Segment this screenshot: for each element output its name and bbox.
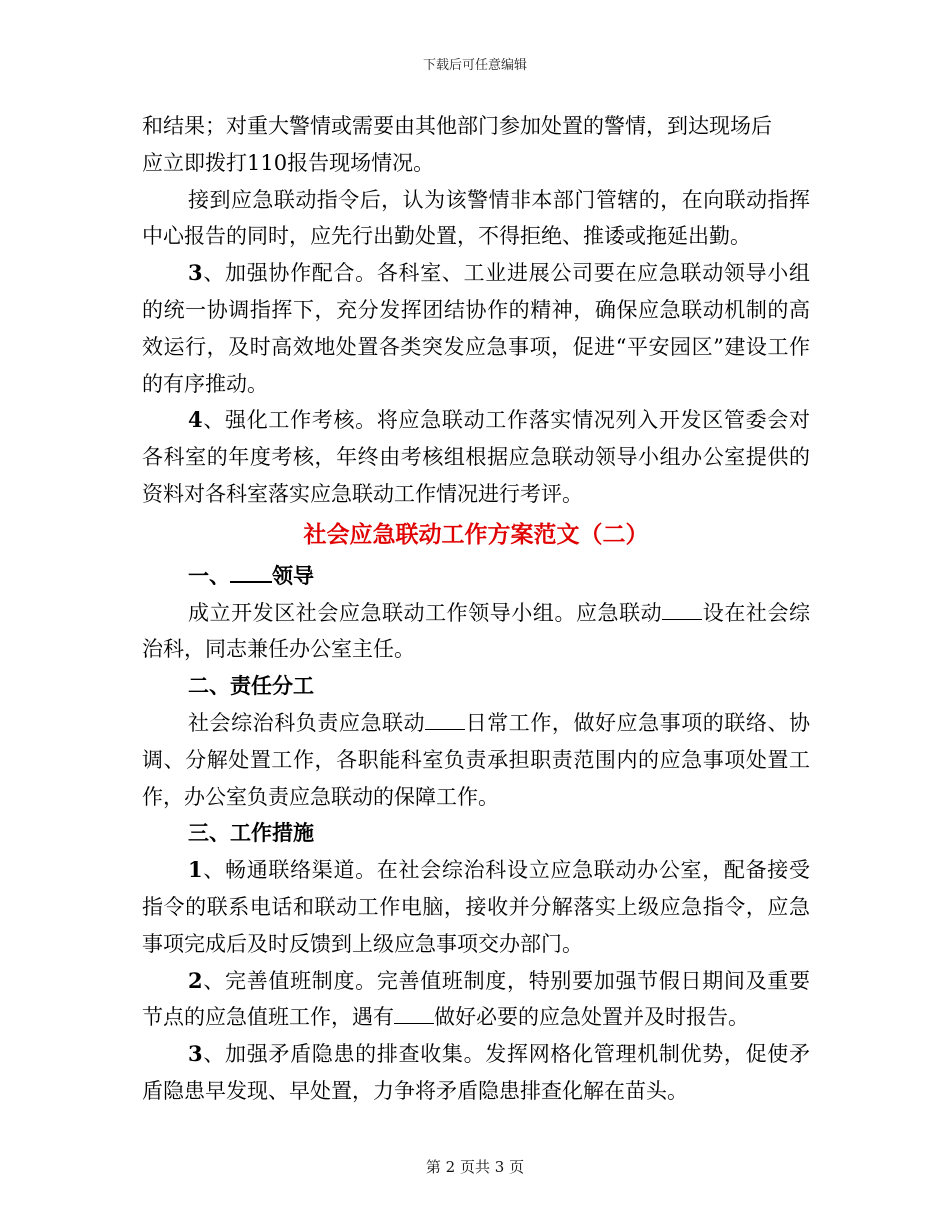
blank-line [662,601,702,620]
item-text: 、加强协作配合。各科室、工业进展公司要在应急联动领导小组的统一协调指挥下，充分发挥团结协作的精神，确保应急联动机制的高效运行，及时高效地处置各类突发应急事项，促进“平安园区”建设工作的有序推动。 [142,261,810,396]
paragraph-continuation-line2: 应立即拨打110报告现场情况。 [142,150,435,175]
paragraph-measure-1 [142,852,810,962]
paragraph-dispatch: 接到应急联动指令后，认为该警情非本部门管辖的，在向联动指挥中心报告的同时，应先行出勤处置，不得拒绝、推诿或拖延出勤。 [142,187,810,249]
paragraph-measure-3 [142,1036,810,1110]
item-number: 3 [188,1041,203,1067]
blank-line [230,563,272,583]
item-text: 、强化工作考核。将应急联动工作落实情况列入开发区管委会对各科室的年度考核，年终由考核组根据应急联动领导小组办公室提供的资料对各科室落实应急联动工作情况进行考评。 [142,408,810,506]
heading-text: 领导 [272,562,314,588]
section-title: 社会应急联动工作方案范文（二） [303,520,649,548]
body-text: 日常工作，做好应急事项的联络、协调、分解处置工作，各职能科室负责承担职责范围内的应急事项处置工作，办公室负责应急联动的保障工作。 [142,710,811,809]
item-text: 、加强矛盾隐患的排查收集。发挥网格化管理机制优势，促使矛盾隐患早发现、早处置，力争将矛盾隐患排查化解在苗头。 [142,1042,810,1103]
item-number: 1 [188,857,203,883]
paragraph-cooperation [142,255,810,402]
item-number: 4 [188,407,203,433]
document-body [142,108,810,1110]
paragraph-measure-2 [142,963,810,1037]
body-text: 设在社会综治科，同志兼任办公室主任。 [142,600,811,662]
item-text: 做好必要的应急处置并及时报告。 [434,1005,749,1030]
item-number: 2 [188,967,203,993]
body-text: 成立开发区社会应急联动工作领导小组。应急联动 [188,600,663,625]
item-text: 、畅通联络渠道。在社会综治科设立应急联动办公室，配备接受指令的联系电话和联动工作电脑，接收并分解落实上级应急指令，应急事项完成后及时反馈到上级应急事项交办部门。 [142,858,810,956]
item-number: 3 [188,260,203,286]
blank-line [394,1005,434,1024]
heading-responsibility: 二、责任分工 [188,673,314,699]
paragraph-continuation-line1: 和结果；对重大警情或需要由其他部门参加处置的警情，到达现场后 [142,114,772,138]
heading-measures: 三、工作措施 [188,820,314,846]
body-text: 社会综治科负责应急联动 [188,710,426,735]
blank-line [425,711,465,730]
paragraph-assessment [142,402,810,512]
item-text: 、完善值班制度。完善值班制度，特别要加强节假日期间及重要节点的应急值班工作，遇有 [142,968,810,1030]
heading-leadership [142,558,810,595]
page-footer: 第 2 页共 3 页 [425,1158,525,1176]
paragraph-responsibility [142,705,810,815]
page-header: 下载后可任意编辑 [422,58,527,73]
paragraph-leadership [142,595,810,669]
heading-prefix: 一、 [188,562,230,588]
